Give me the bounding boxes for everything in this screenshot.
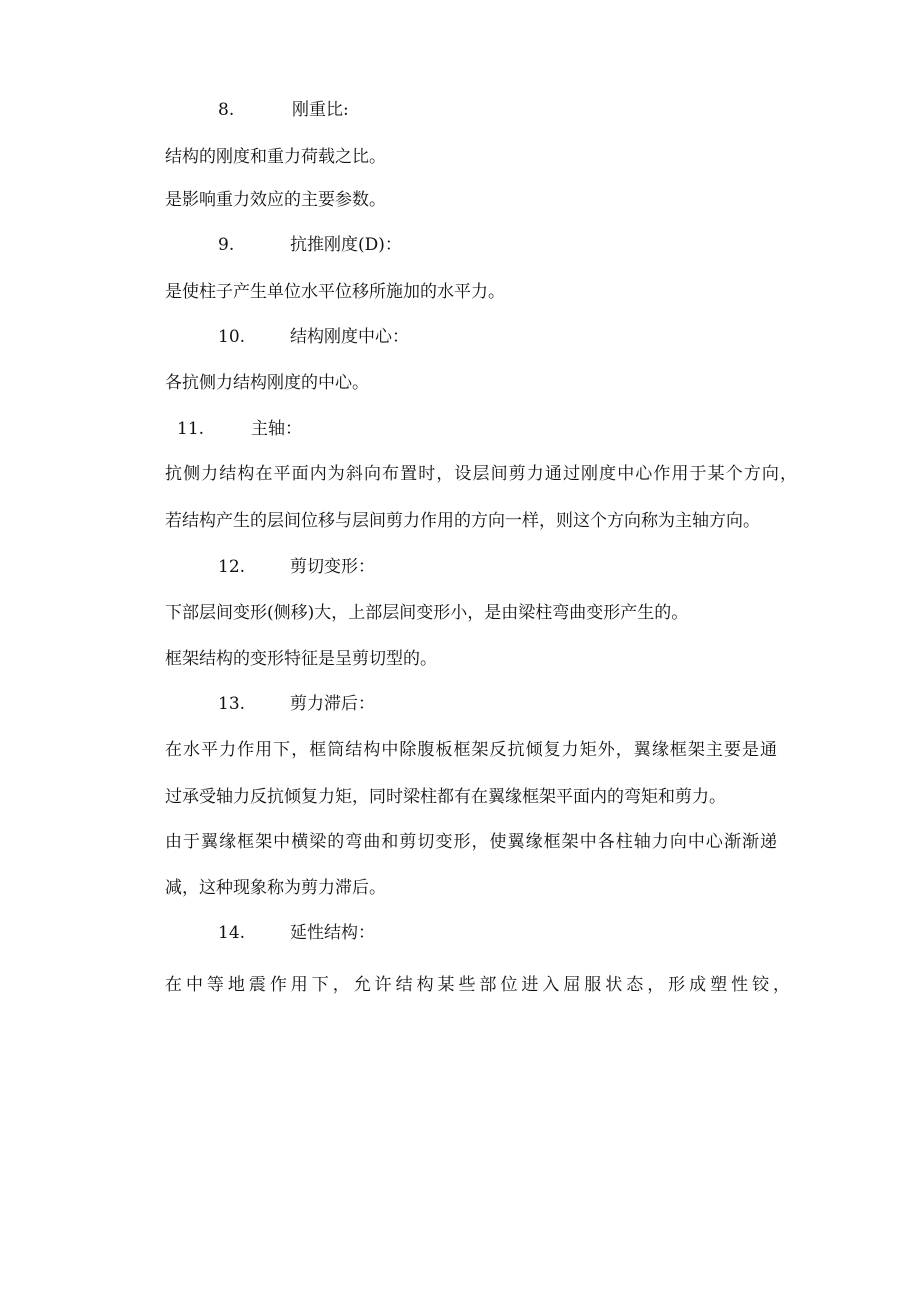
- section-title: 剪力滞后：: [290, 694, 375, 714]
- paragraph-line: 在水平力作用下，框筒结构中除腹板框架反抗倾复力矩外，翼缘框架主要是通: [165, 740, 777, 760]
- section-number: 11.: [177, 419, 205, 439]
- section-title: 延性结构：: [290, 923, 375, 943]
- section-title: 剪切变形：: [290, 557, 375, 577]
- section-number: 14.: [218, 923, 246, 943]
- paragraph-line: 若结构产生的层间位移与层间剪力作用的方向一样，则这个方向称为主轴方向。: [165, 511, 760, 531]
- paragraph-line: 各抗侧力结构刚度的中心。: [165, 373, 369, 393]
- paragraph-line: 框架结构的变形特征是呈剪切型的。: [165, 649, 437, 669]
- paragraph-line: 在中等地震作用下，允许结构某些部位进入屈服状态，形成塑性铰，: [165, 975, 790, 995]
- section-number: 9.: [218, 235, 235, 255]
- paragraph-line: 减，这种现象称为剪力滞后。: [165, 878, 386, 898]
- section-number: 8.: [218, 100, 235, 120]
- section-title: 结构刚度中心：: [290, 327, 409, 347]
- paragraph-line: 结构的刚度和重力荷载之比。: [165, 147, 386, 167]
- paragraph-line: 是使柱子产生单位水平位移所施加的水平力。: [165, 282, 505, 302]
- paragraph-line: 下部层间变形(侧移)大，上部层间变形小，是由梁柱弯曲变形产生的。: [165, 603, 689, 623]
- paragraph-line: 抗侧力结构在平面内为斜向布置时，设层间剪力通过刚度中心作用于某个方向，: [165, 464, 797, 484]
- section-number: 12.: [218, 557, 246, 577]
- section-title: 刚重比:: [292, 100, 349, 120]
- paragraph-line: 过承受轴力反抗倾复力矩，同时梁柱都有在翼缘框架平面内的弯矩和剪力。: [165, 787, 726, 807]
- section-title: 抗推刚度(D)：: [290, 235, 402, 255]
- section-number: 13.: [218, 694, 246, 714]
- paragraph-line: 是影响重力效应的主要参数。: [165, 190, 386, 210]
- paragraph-line: 由于翼缘框架中横梁的弯曲和剪切变形，使翼缘框架中各柱轴力向中心渐渐递: [165, 832, 777, 852]
- section-number: 10.: [218, 327, 246, 347]
- section-title: 主轴：: [251, 419, 302, 439]
